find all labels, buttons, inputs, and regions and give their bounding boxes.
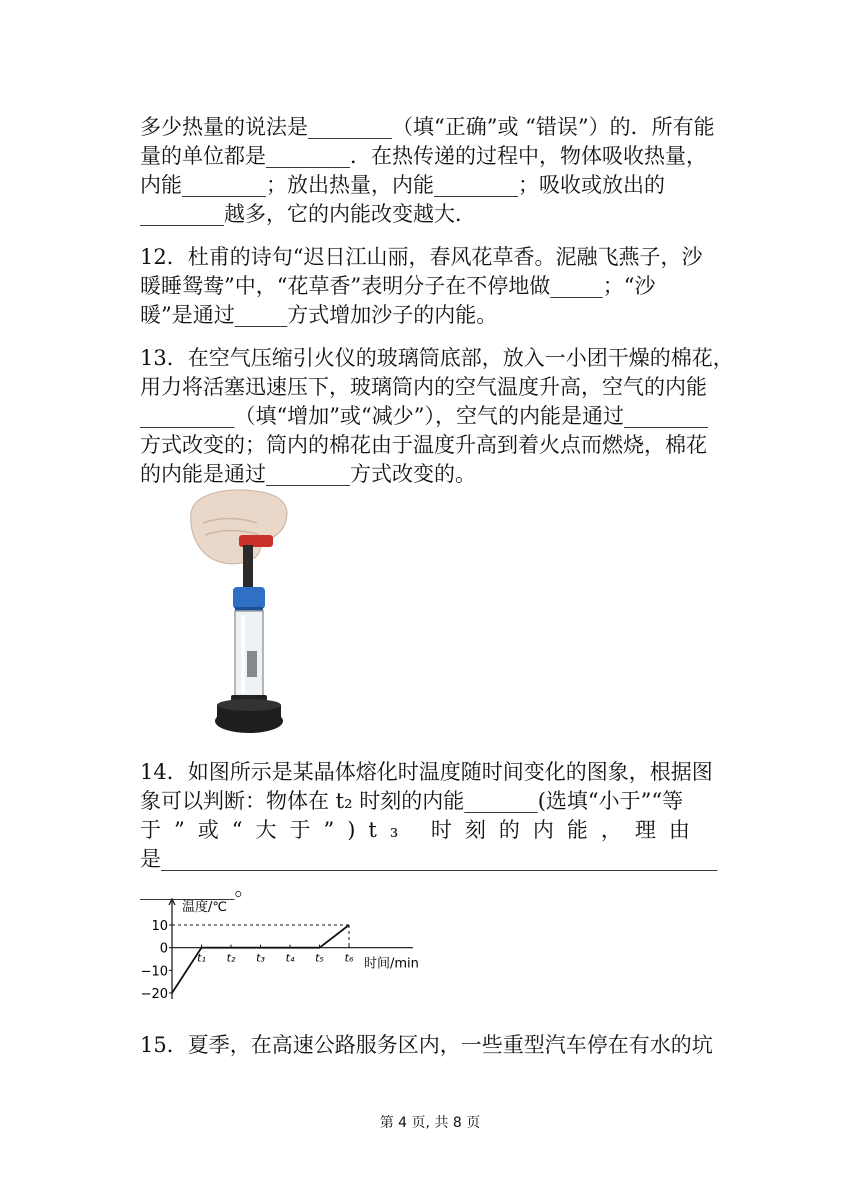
- question-13-line: 用力将活塞迅速压下，玻璃筒内的空气温度升高，空气的内能: [140, 375, 707, 399]
- question-14-line: 是_____________________________________________________: [140, 847, 718, 871]
- x-tick-label: t₆: [344, 951, 354, 965]
- y-axis-label: 温度/℃: [182, 900, 227, 915]
- question-12-line: 暖”是通过_____方式增加沙子的内能。: [140, 303, 498, 327]
- x-axis-label: 时间/min: [364, 956, 419, 972]
- page-footer: 第 4 页, 共 8 页: [379, 1115, 481, 1131]
- question-13-line: _________（填“增加”或“减少”），空气的内能是通过________: [140, 404, 708, 428]
- y-tick-label: 10: [151, 919, 168, 934]
- question-13-line: 的内能是通过________方式改变的。: [140, 462, 476, 486]
- air-compression-igniter-image: [183, 483, 293, 745]
- question-12-line: 12．杜甫的诗句“迟日江山丽，春风花草香。泥融飞燕子，沙: [140, 245, 703, 269]
- question-14-line: 于”或“大于”)t₃ 时刻的内能，理由: [140, 818, 703, 842]
- y-tick-label: 0: [159, 941, 168, 957]
- text-line: ________越多，它的内能改变越大．: [140, 202, 476, 226]
- question-15-line: 15．夏季，在高速公路服务区内，一些重型汽车停在有水的坑: [140, 1033, 713, 1057]
- x-tick-label: t₁: [197, 951, 206, 965]
- question-12-line: 暖睡鸳鸯”中，“花草香”表明分子在不停地做_____；“沙: [140, 274, 656, 298]
- x-tick-label: t₂: [226, 951, 236, 965]
- text-line: 量的单位都是________．在热传递的过程中，物体吸收热量，: [140, 144, 707, 168]
- x-tick-label: t₃: [256, 951, 265, 965]
- text-line: 内能________；放出热量，内能________；吸收或放出的: [140, 173, 665, 197]
- question-14-line: 14．如图所示是某晶体熔化时温度随时间变化的图象，根据图: [140, 760, 713, 784]
- question-14-line: _________。: [140, 876, 256, 900]
- question-14-line: 象可以判断：物体在 t₂ 时刻的内能_______(选填“小于”“等: [140, 789, 684, 813]
- x-tick-label: t₅: [315, 951, 324, 965]
- text-line: 多少热量的说法是________（填“正确”或 “错误”）的．所有能: [140, 115, 715, 139]
- question-13-line: 方式改变的；筒内的棉花由于温度升高到着火点而燃烧，棉花: [140, 433, 707, 457]
- y-tick-label: −10: [140, 964, 168, 980]
- melting-curve-chart: [138, 895, 428, 1007]
- question-13-line: 13．在空气压缩引火仪的玻璃筒底部，放入一小团干燥的棉花，: [140, 346, 734, 370]
- y-tick-label: −20: [140, 987, 168, 1002]
- x-tick-label: t₄: [285, 951, 295, 965]
